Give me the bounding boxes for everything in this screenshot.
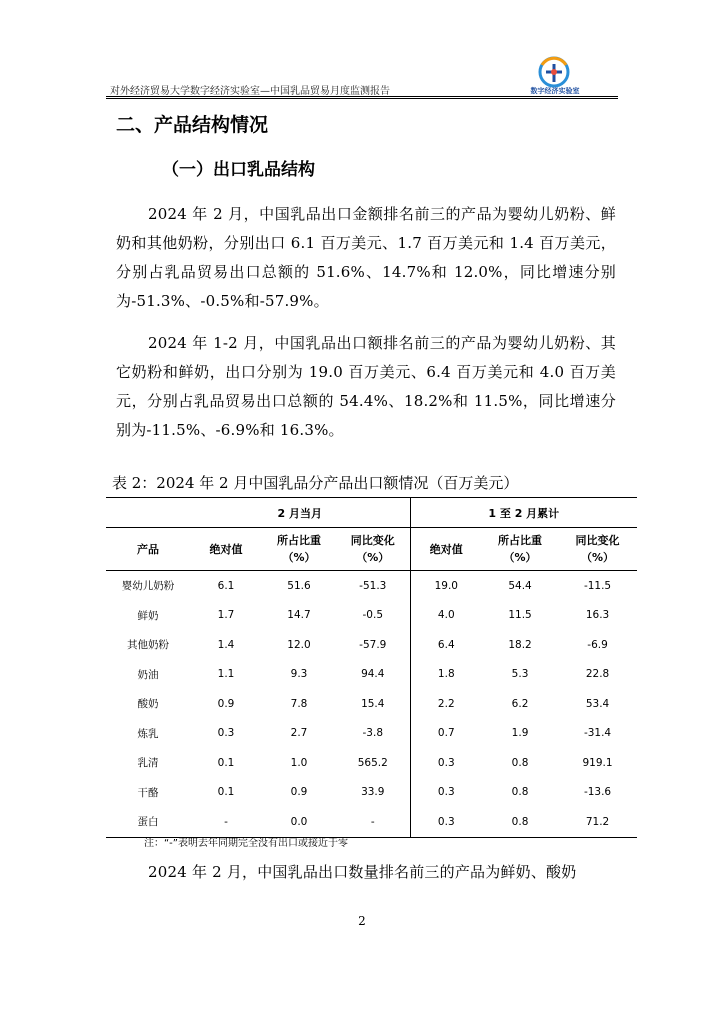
cell-product: 其他奶粉 (127, 639, 169, 652)
header-rule-bottom (106, 98, 618, 99)
cell-value: 54.4 (508, 579, 532, 592)
cell-value: 1.1 (217, 668, 235, 681)
subsection-title: （一）出口乳品结构 (162, 160, 315, 180)
col-header: 同比变化 （%） (336, 528, 410, 571)
table-row (106, 778, 637, 808)
paragraph-quantity-summary: 2024 年 2 月，中国乳品出口数量排名前三的产品为鲜奶、酸奶 (148, 863, 577, 881)
report-header: 对外经济贸易大学数字经济实验室—中国乳品贸易月度监测报告 (110, 86, 390, 97)
cell-value: 6.1 (217, 579, 235, 592)
cell-value: 18.2 (508, 638, 532, 651)
cell-value: 0.1 (217, 786, 235, 799)
cell-value: -57.9 (336, 630, 410, 660)
table-row (106, 630, 637, 660)
cell-value: 71.2 (558, 807, 637, 837)
cell-value: 919.1 (582, 756, 613, 769)
cell-value: 19.0 (434, 579, 458, 592)
page-number: 2 (358, 914, 366, 928)
col-header: 同比变化 （%） (558, 528, 637, 571)
cell-value: 0.8 (511, 756, 529, 769)
cell-value: 6.2 (511, 697, 529, 710)
cell-value: 94.4 (336, 660, 410, 690)
table-row (106, 719, 637, 749)
cell-value: -0.5 (336, 601, 410, 631)
cell-value: 1.0 (290, 756, 308, 769)
cell-value: 0.3 (437, 786, 455, 799)
table-row (106, 689, 637, 719)
cell-value: 16.3 (585, 609, 610, 622)
cell-value: -51.3 (336, 571, 410, 601)
cell-product: 干酪 (137, 786, 159, 799)
table-row (106, 660, 637, 690)
cell-value: 0.7 (437, 727, 455, 740)
cell-product: 婴幼儿奶粉 (121, 580, 175, 593)
cell-value: 1.4 (217, 638, 235, 651)
table-row (106, 571, 637, 601)
paragraph-feb-summary: 2024 年 2 月，中国乳品出口金额排名前三的产品为婴幼儿奶粉、鲜奶和其他奶粉，分别出口 6.1 百万美元、1.7 百万美元和 1.4 百万美元，分别占乳品贸易出口总额的 51.6%、14.7%和 12.0%，同比增速分别为-51.3%、-0.5%和-57.9%。 (116, 205, 616, 310)
col-header: 所占比重 （%） (482, 528, 558, 571)
cell-value: - (190, 807, 262, 837)
cell-value: 0.8 (482, 807, 558, 837)
cell-value: 565.2 (336, 748, 410, 778)
cell-value: 0.8 (511, 786, 529, 799)
cell-product: 蛋白 (106, 807, 190, 837)
cell-value: 12.0 (287, 638, 311, 651)
col-header: 所占比重 （%） (262, 528, 336, 571)
paragraph-jan-feb-summary: 2024 年 1-2 月，中国乳品出口额排名前三的产品为婴幼儿奶粉、其它奶粉和鲜奶，出口分别为 19.0 百万美元、6.4 百万美元和 4.0 百万美元，分别占乳品贸易出口总额的 54.4%、18.2%和 11.5%，同比增速分别为-11.5%、-6.9%和 16.3%。 (116, 334, 616, 439)
col-header: 绝对值 (410, 528, 482, 571)
group-header-month: 2 月当月 (190, 498, 410, 528)
cell-value: -11.5 (583, 579, 612, 592)
table-corner (106, 498, 190, 528)
cell-value: 7.8 (290, 697, 308, 710)
cell-value: 5.3 (511, 668, 529, 681)
table-row (106, 601, 637, 631)
table-row (106, 807, 637, 837)
cell-value: 4.0 (437, 609, 455, 622)
cell-value: 0.9 (217, 697, 235, 710)
logo-text: 数字经济实验室 (530, 87, 580, 95)
col-header: 绝对值 (190, 528, 262, 571)
cell-value: -13.6 (583, 786, 612, 799)
cell-value: 0.3 (410, 807, 482, 837)
cell-value: 0.0 (262, 807, 336, 837)
cell-value: 9.3 (290, 668, 308, 681)
cell-value: 1.9 (511, 727, 529, 740)
header-rule-top (106, 96, 618, 97)
cell-value: 11.5 (508, 609, 532, 622)
export-table (106, 497, 637, 838)
cell-value: 22.8 (585, 668, 610, 681)
cell-value: -3.8 (336, 719, 410, 749)
cell-value: -6.9 (587, 638, 608, 651)
table-row (106, 748, 637, 778)
cell-value: 0.3 (437, 756, 455, 769)
group-header-cumulative: 1 至 2 月累计 (410, 498, 637, 528)
cell-value: 33.9 (336, 778, 410, 808)
cell-value: - (336, 807, 410, 837)
cell-value: 6.4 (437, 638, 455, 651)
cell-value: 0.9 (290, 786, 308, 799)
cell-value: 53.4 (585, 697, 610, 710)
cell-value: 14.7 (287, 609, 311, 622)
cell-value: 51.6 (287, 579, 311, 592)
table-caption: 表 2：2024 年 2 月中国乳品分产品出口额情况（百万美元） (112, 474, 519, 492)
cell-value: 2.2 (437, 697, 455, 710)
cell-value: 0.1 (217, 756, 235, 769)
col-header-product: 产品 (106, 528, 190, 571)
section-title: 二、产品结构情况 (116, 114, 269, 136)
table-note: 注：“-”表明去年同期完全没有出口或接近于零 (144, 838, 348, 849)
cell-product: 炼乳 (137, 727, 159, 740)
cell-value: -31.4 (583, 727, 612, 740)
cell-value: 2.7 (290, 727, 308, 740)
cell-product: 奶油 (137, 668, 159, 681)
cell-product: 鲜奶 (137, 609, 159, 622)
cell-product: 乳清 (137, 757, 159, 770)
cell-product: 酸奶 (137, 698, 159, 711)
cell-value: 15.4 (336, 689, 410, 719)
cell-value: 1.7 (217, 609, 235, 622)
cell-value: 1.8 (437, 668, 455, 681)
cell-value: 0.3 (217, 727, 235, 740)
